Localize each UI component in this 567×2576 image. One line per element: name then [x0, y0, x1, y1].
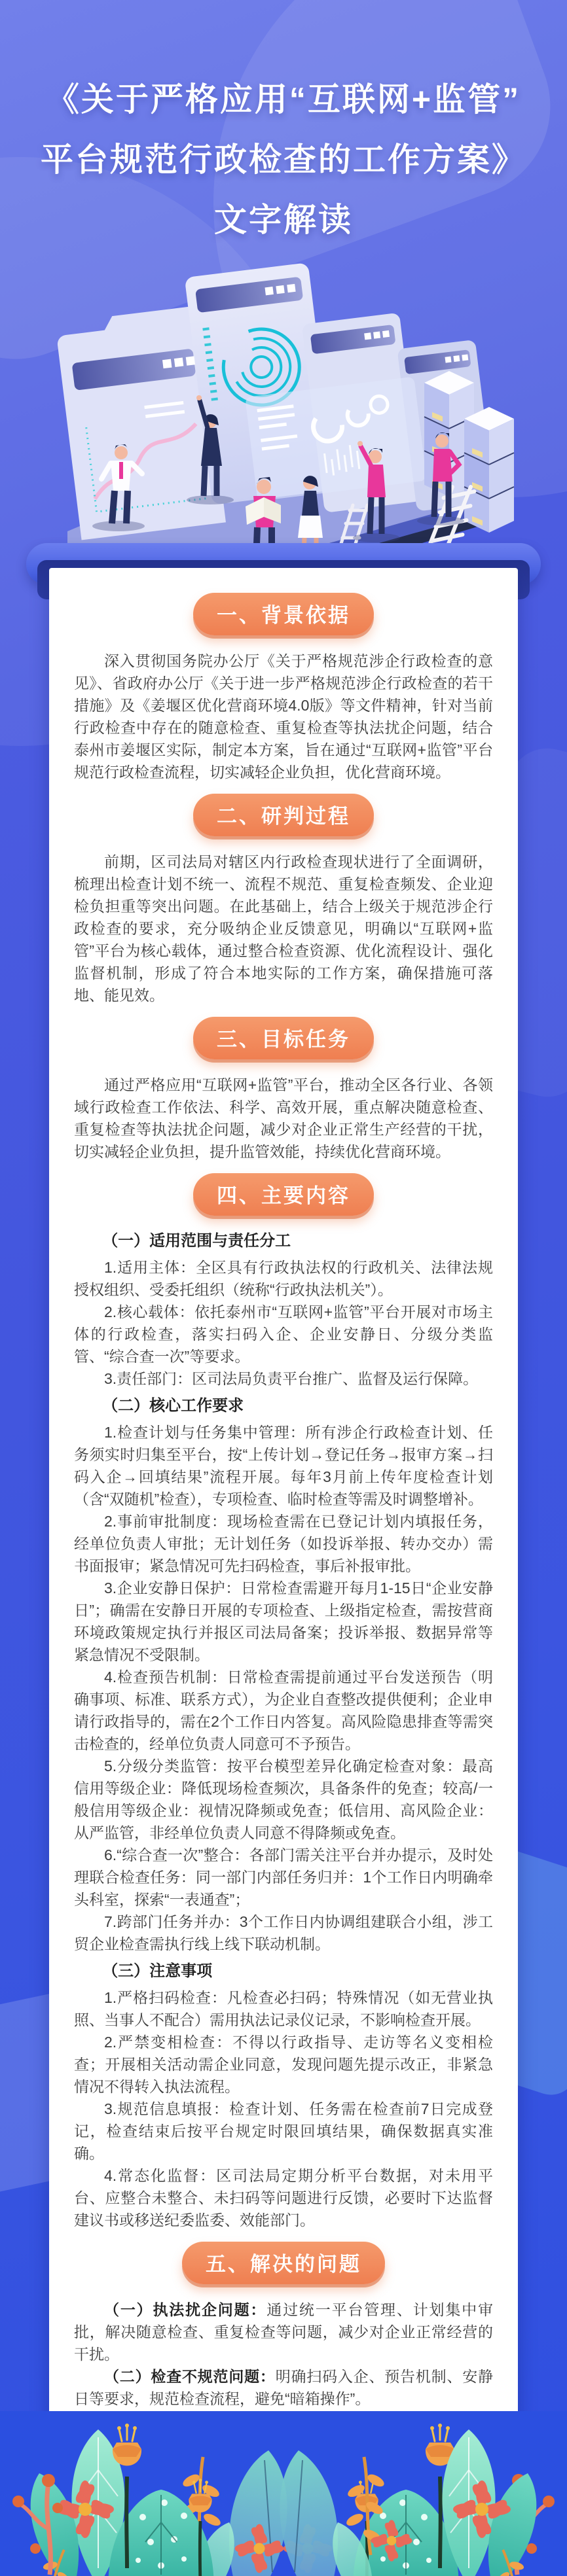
title-line-1: 《关于严格应用“互联网+监管” [46, 81, 521, 118]
poster-title [0, 69, 567, 250]
subsection-heading-scope: （一）适用范围与责任分工 [102, 1232, 291, 1250]
list-item: 1.适用主体：全区具有行政执法权的行政机关、法律法规授权组织、受委托组织（统称“行政执法机关”）。 [74, 1259, 493, 1298]
problem-lead: （二）检查不规范问题： [104, 2368, 276, 2385]
list-item: 2.严禁变相检查：不得以行政指导、走访等名义变相检查；开展相关活动需企业同意，发现问题先提示改正，非紧急情况不得转入执法流程。 [74, 2034, 493, 2095]
list-item: 4.常态化监督：区司法局定期分析平台数据，对未用平台、应整合未整合、未扫码等问题进行反馈，必要时下达监督建议书或移送纪委监委、效能部门。 [74, 2167, 493, 2229]
problem-text: 通过统一平台管理、计划集中审批，解决随意检查、重复检查等问题，减少对企业正常经营的干扰。 [74, 2301, 494, 2363]
problem-item [74, 2299, 493, 2365]
list-item: 1.检查计划与任务集中管理：所有涉企行政检查计划、任务须实时归集至平台，按“上传计划→登记任务→报审方案→扫码入企→回填结果”流程开展。每年3月前上传年度检查计划（含“双随机”检查），专项检查、临时检查等需及时调整增补。 [74, 1424, 493, 1508]
section-badge-process [193, 794, 374, 836]
hero-illustration [48, 256, 519, 571]
list-item: 1.严格扫码检查：凡检查必扫码；特殊情况（如无营业执照、当事人不配合）需用执法记录仪记录，不影响检查开展。 [74, 1989, 493, 2028]
section-badge-label: 三、目标任务 [217, 1028, 350, 1051]
list-item: 3.责任部门：区司法局负责平台推广、监督及运行保障。 [104, 1370, 479, 1387]
plants-decoration-wrap [0, 2411, 567, 2576]
title-line-2: 平台规范行政检查的工作方案》 [41, 141, 526, 178]
section-badge-label: 二、研判过程 [217, 805, 350, 828]
list-item: 3.规范信息填报：检查计划、任务需在检查前7日完成登记，检查结束后按平台规定时限回填结果，确保数据真实准确。 [74, 2100, 493, 2162]
list-item: 3.企业安静日保护：日常检查需避开每月1-15日“企业安静日”；确需在安静日开展的专项检查、上级指定检查，需按营商环境政策规定执行并报区司法局备案；投诉举报、数据异常等紧急情况不受限制。 [74, 1579, 493, 1663]
problem-text: 明确扫码入企、预告机制、安静日等要求，规范检查流程，避免“暗箱操作”。 [74, 2368, 494, 2407]
section-badge-label: 五、解决的问题 [206, 2253, 361, 2276]
content-card [49, 568, 518, 2551]
list-item: 2.核心载体：依托泰州市“互联网+监管”平台开展对市场主体的行政检查，落实扫码入企、企业安静日、分级分类监管、“综合查一次”等要求。 [74, 1303, 493, 1365]
section-background-body: 深入贯彻国务院办公厅《关于严格规范涉企行政检查的意见》、省政府办公厅《关于进一步严格规范涉企行政检查的若干措施》及《姜堰区优化营商环境4.0版》等文件精神，针对当前行政检查中存在的随意检查、重复检查等执法扰企问题，结合泰州市姜堰区实际，制定本方案，旨在通过“互联网+监管”平台规范行政检查流程，切实减轻企业负担，优化营商环境。 [74, 652, 493, 781]
plants-decoration [0, 2411, 567, 2576]
section-badge-goals [193, 1017, 374, 1059]
section-badge-problems-solved [182, 2242, 385, 2284]
section-badge-label: 四、主要内容 [217, 1184, 350, 1207]
list-item: 6.“综合查一次”整合：各部门需关注平台并办提示，及时处理联合检查任务：同一部门内部任务归并：1个工作日内明确牵头科室，探索“一表通查”； [74, 1846, 493, 1908]
title-line-3: 文字解读 [214, 202, 353, 238]
section-goals-body: 通过严格应用“互联网+监管”平台，推动全区各行业、各领域行政检查工作依法、科学、高效开展，重点解决随意检查、重复检查等执法扰企问题，减少对企业正常生产经营的干扰，切实减轻企业负担，提升监管效能，持续优化营商环境。 [74, 1076, 493, 1160]
section-badge-label: 一、背景依据 [217, 604, 350, 627]
problem-lead: （一）执法扰企问题： [104, 2301, 267, 2318]
subsection-heading-core-requirements: （二）核心工作要求 [102, 1397, 244, 1415]
section-badge-background [193, 593, 374, 635]
problem-item [74, 2365, 493, 2410]
subsection-heading-notes: （三）注意事项 [102, 1962, 213, 1980]
hero-illustration-wrap [48, 256, 519, 574]
section-badge-main-content [193, 1173, 374, 1216]
list-item: 7.跨部门任务并办：3个工作日内协调组建联合小组，涉工贸企业检查需执行线上线下联动机制。 [74, 1913, 493, 1952]
list-item: 4.检查预告机制：日常检查需提前通过平台发送预告（明确事项、标准、联系方式），为企业自查整改提供便利；企业申请行政指导的，需在2个工作日内答复。高风险隐患排查等需突击检查的，经单位负责人同意可不予预告。 [74, 1668, 493, 1752]
list-item: 2.事前审批制度：现场检查需在已登记计划内填报任务，经单位负责人审批；无计划任务（如投诉举报、转办交办）需书面报审；紧急情况可先扫码检查，事后补报审批。 [74, 1513, 493, 1574]
section-process-body: 前期，区司法局对辖区内行政检查现状进行了全面调研，梳理出检查计划不统一、流程不规范、重复检查频发、企业迎检负担重等突出问题。在此基础上，结合上级关于规范涉企行政检查的要求，充分吸纳企业反馈意见，明确以“互联网+监管”平台为核心载体，通过整合检查资源、优化流程设计、强化监督机制，形成了符合本地实际的工作方案，确保措施可落地、能见效。 [74, 853, 493, 1004]
list-item: 5.分级分类监管：按平台模型差异化确定检查对象：最高信用等级企业：降低现场检查频次，具备条件的免查；较高/一般信用等级企业：视情况降频或免查；低信用、高风险企业：从严监管，非经单位负责人同意不得降频或免查。 [74, 1757, 493, 1841]
